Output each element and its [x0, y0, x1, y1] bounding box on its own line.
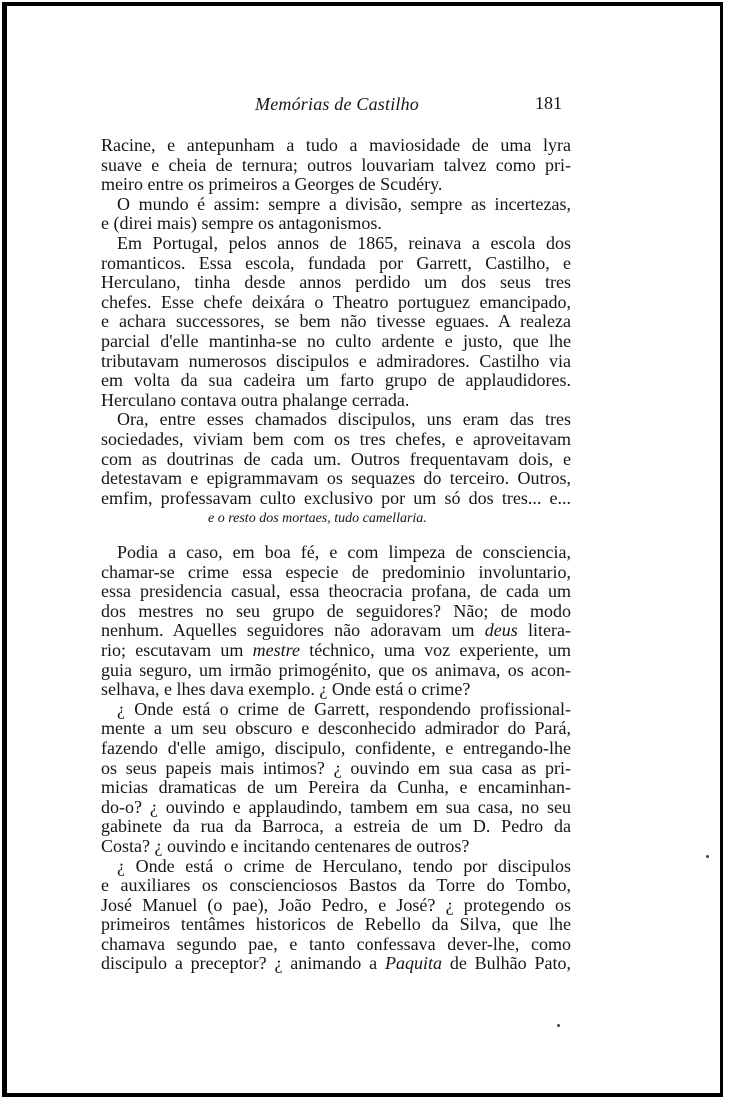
text-line [101, 680, 571, 700]
text-line [101, 739, 571, 759]
text-line [101, 175, 571, 195]
text-line [101, 234, 571, 254]
text-line [101, 391, 571, 411]
text-run: Herculano contava outra phalange cerrada. [101, 389, 410, 410]
text-run: chamava segundo pae, e tanto confessava dever-lhe, como [101, 933, 571, 954]
text-line [101, 641, 571, 661]
text-run: fazendo d'elle amigo, discipulo, confidente, e entregando-lhe [101, 737, 571, 758]
text-run: O mundo é assim: sempre a divisão, sempre as incertezas, [117, 193, 571, 214]
text-run: tributavam numerosos discipulos e admiradores. Castilho via [101, 350, 571, 371]
text-run: essa presidencia casual, essa theocracia profana, de cada um [101, 581, 571, 602]
text-line [101, 935, 571, 955]
text-line [101, 954, 571, 974]
text-run: micias dramaticas de um Pereira da Cunha, e encaminhan- [101, 777, 571, 798]
text-line [101, 371, 571, 391]
body-text-block-2 [101, 543, 571, 974]
text-line [101, 915, 571, 935]
verse-quotation: e o resto dos mortaes, tudo camellaria. [208, 511, 427, 526]
text-run: José Manuel (o pae), João Pedro, e José? ¿ protegendo os [101, 894, 571, 915]
text-run: emfim, professavam culto exclusivo por um só dos tres... e... [101, 487, 571, 508]
text-line [101, 857, 571, 877]
text-run: ¿ Onde está o crime de Herculano, tendo por discipulos [117, 855, 571, 876]
text-run: meiro entre os primeiros a Georges de Scudéry. [101, 174, 443, 195]
text-run: do-o? ¿ ouvindo e applaudindo, tambem em sua casa, no seu [101, 796, 571, 817]
text-run: sociedades, viviam bem com os tres chefes, e aproveitavam [101, 428, 571, 449]
running-head: Memórias de Castilho [255, 94, 419, 114]
text-line [101, 469, 571, 489]
text-run: Herculano, tinha desde annos perdido um dos seus tres [101, 272, 571, 293]
text-line [101, 352, 571, 372]
text-run: dos mestres no seu grupo de seguidores? Não; de modo [101, 600, 571, 621]
text-run: detestavam e epigrammavam os sequazes do terceiro. Outros, [101, 468, 571, 489]
text-line [101, 430, 571, 450]
text-run: e (direi mais) sempre os antagonismos. [101, 213, 382, 234]
text-line [101, 273, 571, 293]
text-line [101, 195, 571, 215]
text-line [101, 817, 571, 837]
text-run: chefes. Esse chefe deixára o Theatro portuguez emancipado, [101, 291, 571, 312]
scan-speck [557, 1024, 560, 1027]
text-line [101, 719, 571, 739]
scan-speck [706, 855, 709, 858]
text-run: os seus papeis mais intimos? ¿ ouvindo em sua casa as pri- [101, 757, 571, 778]
text-run: gabinete da rua da Barroca, a estreia de um D. Pedro da [101, 816, 571, 837]
text-run: litera- [517, 620, 571, 641]
text-run: primeiros tentâmes historicos de Rebello da Silva, que lhe [101, 914, 571, 935]
text-run: e auxiliares os conscienciosos Bastos da Torre do Tombo, [101, 875, 571, 896]
text-run: nenhum. Aquelles seguidores não adoravam um [101, 620, 485, 641]
text-run: com as doutrinas de cada um. Outros frequentavam dois, e [101, 448, 571, 469]
text-line [101, 293, 571, 313]
body-text-block-1 [101, 136, 571, 508]
text-line [101, 876, 571, 896]
text-line [101, 254, 571, 274]
text-run: Costa? ¿ ouvindo e incitando centenares de outros? [101, 835, 470, 856]
text-line [101, 214, 571, 234]
text-line [101, 582, 571, 602]
text-run: rio; escutavam um [101, 639, 253, 660]
text-line [101, 896, 571, 916]
text-line [101, 700, 571, 720]
text-line [101, 759, 571, 779]
text-line [101, 837, 571, 857]
page-number: 181 [535, 93, 562, 113]
text-run: Em Portugal, pelos annos de 1865, reinava a escola dos [117, 232, 571, 253]
text-line [101, 621, 571, 641]
text-run: Racine, e antepunham a tudo a maviosidade de uma lyra [101, 135, 571, 155]
text-run: suave e cheia de ternura; outros louvariam talvez como pri- [101, 154, 571, 175]
text-line [101, 410, 571, 430]
text-run: guia seguro, um irmão primogénito, que os animava, os acon- [101, 659, 571, 680]
text-line [101, 798, 571, 818]
text-run: ¿ Onde está o crime de Garrett, respondendo profissional- [117, 698, 571, 719]
text-run: e achara successores, se bem não tivesse eguaes. A realeza [101, 311, 571, 332]
text-line [101, 312, 571, 332]
text-line [101, 332, 571, 352]
text-run: Podia a caso, em boa fé, e com limpeza de consciencia, [117, 542, 571, 562]
text-line [101, 489, 571, 509]
text-run: selhava, e lhes dava exemplo. ¿ Onde está o crime? [101, 679, 471, 700]
text-line [101, 602, 571, 622]
text-run: mente a um seu obscuro e desconhecido admirador do Pará, [101, 718, 571, 739]
text-line [101, 136, 571, 156]
text-line [101, 778, 571, 798]
text-line [101, 156, 571, 176]
text-line [101, 563, 571, 583]
italic-word: mestre [252, 639, 300, 660]
text-run: romanticos. Essa escola, fundada por Garrett, Castilho, e [101, 252, 571, 273]
text-run: de Bulhão Pato, [441, 953, 571, 974]
text-line [101, 543, 571, 563]
text-run: Ora, entre esses chamados discipulos, uns eram das tres [117, 409, 571, 430]
italic-word: Paquita [384, 953, 442, 974]
text-run: em volta da sua cadeira um farto grupo de applaudidores. [101, 370, 571, 391]
text-run: discipulo a preceptor? ¿ animando a [101, 953, 385, 974]
text-line [101, 450, 571, 470]
text-line [101, 661, 571, 681]
text-run: téchnico, uma voz experiente, um [299, 639, 571, 660]
italic-word: deus [484, 620, 518, 641]
text-run: parcial d'elle mantinha-se no culto ardente e justo, que lhe [101, 330, 571, 351]
text-run: chamar-se crime essa especie de predominio involuntario, [101, 561, 571, 582]
